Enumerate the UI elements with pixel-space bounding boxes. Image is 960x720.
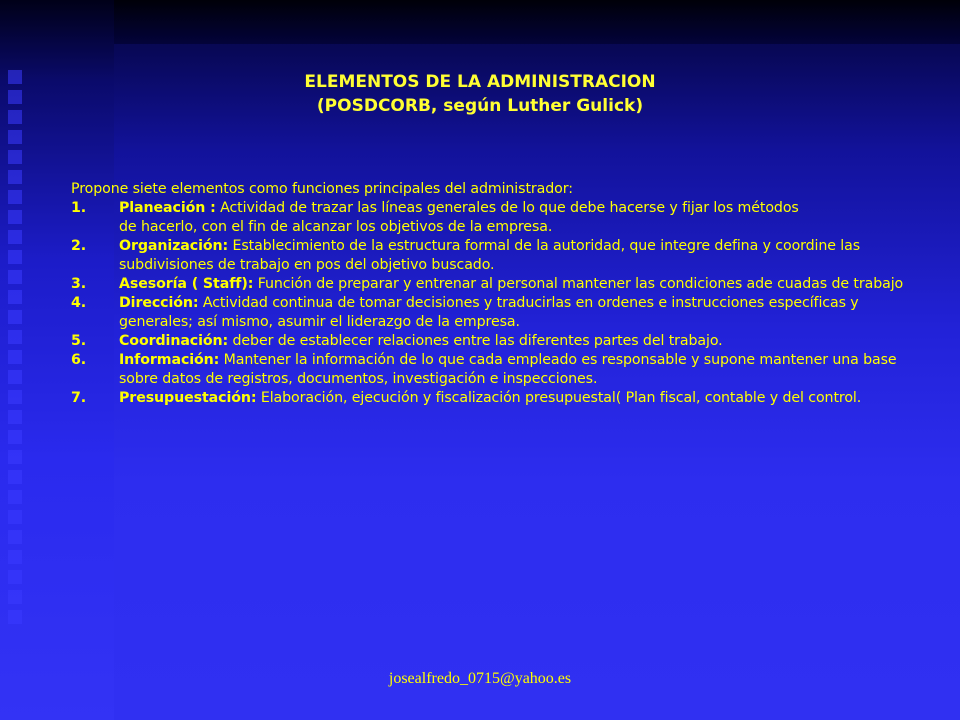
decorative-squares bbox=[8, 70, 24, 630]
item-number: 1. bbox=[71, 200, 87, 216]
list-item-direccion bbox=[71, 294, 911, 332]
item-description: Mantener la información de lo que cada empleado es responsable y supone mantener una base sobre datos de registros, documentos, investigación e inspecciones. bbox=[119, 352, 897, 387]
item-number: 3. bbox=[71, 276, 87, 292]
item-description: Establecimiento de la estructura formal de la autoridad, que integre defina y coordine las subdivisiones de trabajo en pos del objetivo buscado. bbox=[119, 238, 861, 273]
item-number: 5. bbox=[71, 333, 87, 349]
item-number: 7. bbox=[71, 390, 87, 406]
list-item-planeacion bbox=[71, 199, 911, 237]
item-description: deber de establecer relaciones entre las diferentes partes del trabajo. bbox=[228, 333, 723, 349]
item-term: Información: bbox=[119, 352, 220, 368]
slide-content bbox=[71, 180, 911, 408]
list-item-informacion bbox=[71, 351, 911, 389]
item-number: 2. bbox=[71, 238, 87, 254]
item-term: Planeación : bbox=[119, 200, 216, 216]
intro-text: Propone siete elementos como funciones principales del administrador: bbox=[71, 181, 573, 197]
list-item-coordinacion bbox=[71, 332, 911, 351]
top-band bbox=[114, 0, 960, 44]
item-term: Presupuestación: bbox=[119, 390, 257, 406]
item-description: Función de preparar y entrenar al personal mantener las condiciones ade cuadas de trabajo bbox=[253, 276, 904, 292]
list-item-presupuestacion bbox=[71, 389, 911, 408]
item-description: Actividad de trazar las líneas generales de lo que debe hacerse y fijar los métodos bbox=[215, 200, 799, 216]
item-term: Organización: bbox=[119, 238, 229, 254]
item-number: 6. bbox=[71, 352, 87, 368]
footer-email: josealfredo_0715@yahoo.es bbox=[388, 670, 572, 687]
slide-title bbox=[200, 70, 760, 118]
item-term: Asesoría ( Staff): bbox=[119, 276, 254, 292]
item-term: Coordinación: bbox=[119, 333, 229, 349]
item-description-continued: de hacerlo, con el fin de alcanzar los objetivos de la empresa. bbox=[119, 219, 553, 235]
list-item-asesoria bbox=[71, 275, 911, 294]
title-line-2: (POSDCORB, según Luther Gulick) bbox=[316, 96, 644, 116]
item-description: Elaboración, ejecución y fiscalización presupuestal( Plan fiscal, contable y del control. bbox=[256, 390, 862, 406]
item-term: Dirección: bbox=[119, 295, 199, 311]
item-description: Actividad continua de tomar decisiones y traducirlas en ordenes e instrucciones específicas y generales; así mismo, asumir el liderazgo de la empresa. bbox=[119, 295, 859, 330]
list-item-organizacion bbox=[71, 237, 911, 275]
title-line-1: ELEMENTOS DE LA ADMINISTRACION bbox=[304, 72, 656, 92]
item-number: 4. bbox=[71, 295, 87, 311]
